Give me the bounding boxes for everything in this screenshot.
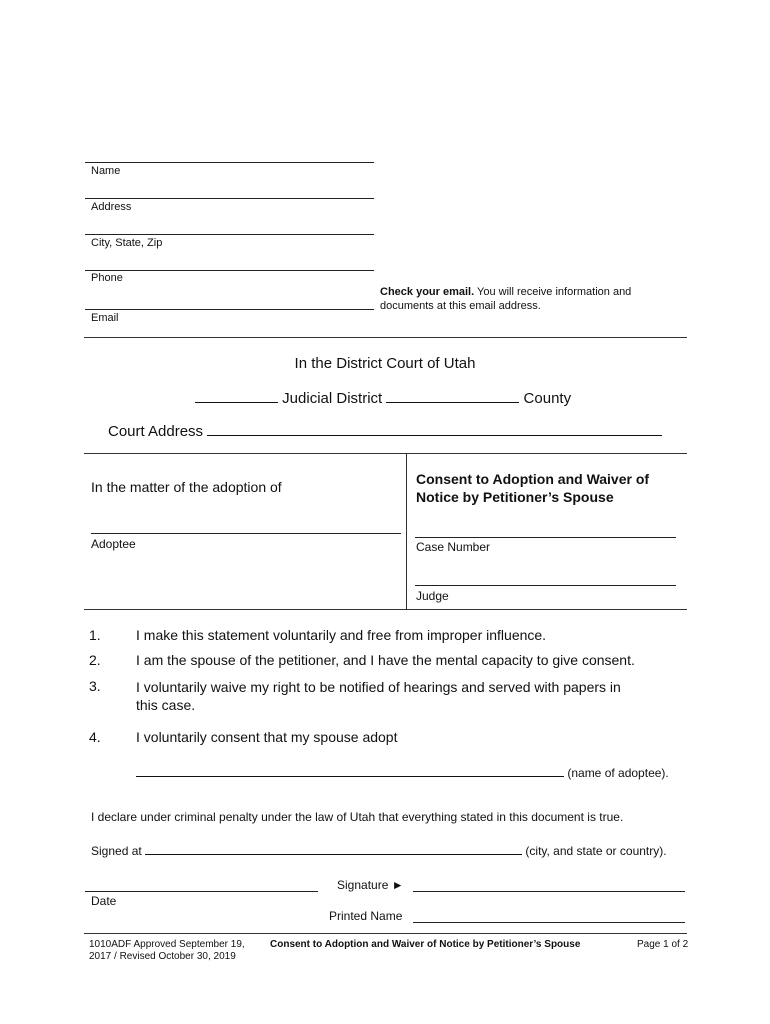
document-title-line1: Consent to Adoption and Waiver of <box>416 471 650 487</box>
caption-divider <box>406 453 407 609</box>
signed-at-hint: (city, and state or country). <box>525 844 667 858</box>
adoptee-label: Adoptee <box>91 537 136 551</box>
email-note-bold: Check your email. <box>380 286 475 298</box>
judge-line[interactable] <box>415 585 676 586</box>
court-title: In the District Court of Utah <box>294 355 476 372</box>
signature-line[interactable] <box>413 891 685 892</box>
footer-form-id <box>89 939 245 963</box>
email-note-line2: documents at this email address. <box>380 300 541 312</box>
footer-title: Consent to Adoption and Waiver of Notice by Petitioner’s Spouse <box>270 939 581 950</box>
date-label: Date <box>91 894 117 908</box>
declaration-text: I declare under criminal penalty under the law of Utah that everything stated in this document is true. <box>91 810 624 824</box>
city-state-zip-line[interactable] <box>85 234 374 235</box>
statement-1-text: I make this statement voluntarily and free from improper influence. <box>136 627 547 643</box>
judicial-district-label: Judicial District <box>282 390 383 407</box>
section-divider <box>84 337 687 338</box>
statement-2-number: 2. <box>89 652 101 668</box>
document-title <box>416 470 649 506</box>
adoptee-name-blank[interactable] <box>136 763 564 777</box>
statement-1-number: 1. <box>89 627 101 643</box>
county-label: County <box>523 390 572 407</box>
address-line[interactable] <box>85 198 374 199</box>
footer-page: Page 1 of 2 <box>637 939 689 950</box>
court-address-row <box>108 422 662 440</box>
statement-3-number: 3. <box>89 678 101 694</box>
email-note-rest: You will receive information and <box>474 286 632 298</box>
statement-4-number: 4. <box>89 729 101 745</box>
email-note <box>380 285 631 313</box>
date-line[interactable] <box>85 891 318 892</box>
county-blank[interactable] <box>386 389 519 403</box>
caption-top-rule <box>84 453 687 454</box>
adoptee-name-hint: (name of adoptee). <box>567 766 669 780</box>
phone-label: Phone <box>91 272 123 284</box>
name-line[interactable] <box>85 162 374 163</box>
printed-name-label: Printed Name <box>329 909 403 923</box>
footer-form-id-line1: 1010ADF Approved September 19, <box>89 939 245 950</box>
case-number-line[interactable] <box>415 537 676 538</box>
court-address-label: Court Address <box>108 423 204 440</box>
signature-label: Signature ► <box>337 878 404 892</box>
caption-bottom-rule <box>84 609 687 610</box>
statement-4-text: I voluntarily consent that my spouse adopt <box>136 729 398 745</box>
city-state-zip-label: City, State, Zip <box>91 237 163 249</box>
footer-form-id-line2: 2017 / Revised October 30, 2019 <box>89 951 236 962</box>
email-label: Email <box>91 312 119 324</box>
signed-at-blank[interactable] <box>145 841 522 855</box>
judicial-district-blank[interactable] <box>195 389 278 403</box>
matter-of-label: In the matter of the adoption of <box>91 479 282 495</box>
case-number-label: Case Number <box>416 540 491 554</box>
signed-at-label: Signed at <box>91 844 142 858</box>
phone-line[interactable] <box>85 270 374 271</box>
name-label: Name <box>91 165 121 177</box>
signed-at-row <box>91 841 667 858</box>
adoptee-name-row <box>136 763 669 780</box>
district-county-row <box>195 389 571 407</box>
statement-3-text <box>136 678 621 714</box>
adoptee-line[interactable] <box>91 533 401 534</box>
court-address-blank[interactable] <box>207 422 662 436</box>
judge-label: Judge <box>416 589 449 603</box>
statement-3-line2: this case. <box>136 697 196 713</box>
footer-rule <box>84 933 687 934</box>
statement-2-text: I am the spouse of the petitioner, and I have the mental capacity to give consent. <box>136 652 635 668</box>
document-title-line2: Notice by Petitioner’s Spouse <box>416 489 614 505</box>
email-line[interactable] <box>85 309 374 310</box>
statement-3-line1: I voluntarily waive my right to be notified of hearings and served with papers in <box>136 679 621 695</box>
printed-name-line[interactable] <box>413 922 685 923</box>
address-label: Address <box>91 201 132 213</box>
